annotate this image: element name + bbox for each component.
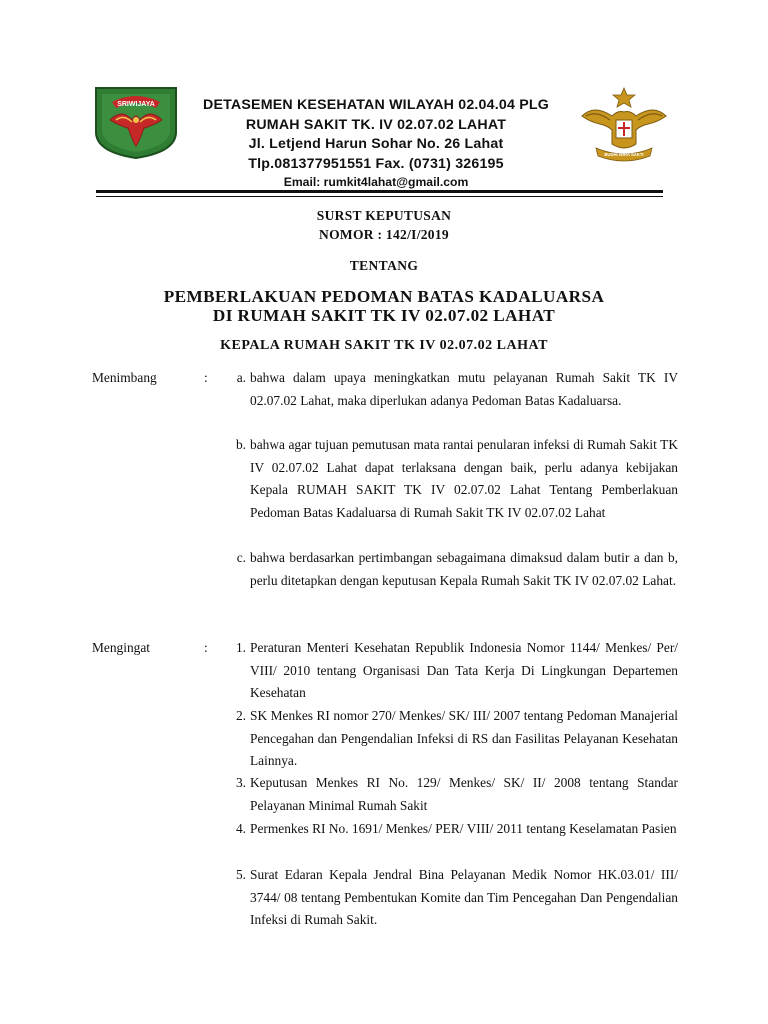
phoenix-emblem-icon [94, 86, 178, 160]
letterhead-address: Jl. Letjend Harun Sohar No. 26 Lahat [248, 136, 504, 152]
item-mark: 1. [235, 640, 246, 655]
item-text: bahwa dalam upaya meningkatkan mutu pelayanan Rumah Sakit TK IV 02.07.02 Lahat, maka diperlukan adanya Pedoman Batas Kadaluarsa. [250, 370, 678, 408]
item-text: bahwa agar tujuan pemutusan mata rantai penularan infeksi di Rumah Sakit TK IV 02.07.02 Lahat dapat terlaksana dengan baik, perlu adanya kebijakan Kepala RUMAH SAKIT TK IV 02.07.02 Lahat Tentang Pemberlakuan Pedoman Batas Kadaluarsa di Rumah Sakit TK IV 02.07.02 Lahat [250, 437, 678, 520]
item-text: Peraturan Menteri Kesehatan Republik Indonesia Nomor 1144/ Menkes/ Per/ VIII/ 2010 tentang Organisasi Dan Tata Kerja Di Lingkungan Departemen Kesehatan [250, 640, 678, 701]
decree-about: TENTANG [349, 258, 419, 273]
letterhead-phone: Tlp.081377951551 Fax. (0731) 326195 [248, 155, 504, 172]
item-text: Keputusan Menkes RI No. 129/ Menkes/ SK/ II/ 2008 tentang Standar Pelayanan Minimal Rumah Sakit [250, 775, 678, 813]
mengingat-item [216, 772, 678, 817]
item-mark: a. [236, 370, 246, 385]
mengingat-colon: : [204, 640, 208, 655]
item-mark: 4. [235, 821, 246, 836]
menimbang-item [216, 434, 678, 524]
letterhead [176, 96, 576, 191]
item-mark: 5. [235, 867, 246, 882]
letterhead-rule-thin [96, 196, 663, 197]
letterhead-hospital: RUMAH SAKIT TK. IV 02.07.02 LAHAT [245, 116, 507, 133]
menimbang-colon: : [204, 370, 208, 385]
item-text: SK Menkes RI nomor 270/ Menkes/ SK/ III/ 2007 tentang Pedoman Manajerial Pencegahan dan Pengendalian Infeksi di RS dan Fasilitas Pelayanan Kesehatan Lainnya. [250, 708, 678, 769]
mengingat-item [216, 864, 678, 932]
item-mark: b. [235, 437, 246, 452]
item-mark: 3. [235, 775, 246, 790]
letterhead-rule-thick [96, 190, 663, 193]
eagle-star-emblem-icon [578, 86, 670, 166]
letterhead-email: Email: rumkit4lahat@gmail.com [283, 175, 469, 189]
item-mark: c. [236, 550, 246, 565]
mengingat-label: Mengingat [92, 640, 151, 655]
item-text: Surat Edaran Kepala Jendral Bina Pelayanan Medik Nomor HK.03.01/ III/ 3744/ 08 tentang Pembentukan Komite dan Tim Pencegahan Dan Pengendalian Infeksi di Rumah Sakit. [250, 867, 678, 928]
right-logo-lettering: BUDHI WIRA SAKTI [604, 152, 644, 157]
item-mark: 2. [235, 708, 246, 723]
mengingat-item [216, 818, 678, 841]
decree-number: NOMOR : 142/I/2019 [319, 227, 449, 242]
mengingat-item [216, 637, 678, 705]
menimbang-item [216, 367, 678, 412]
left-logo-lettering: SRIWIJAYA [117, 101, 155, 108]
decree-subject-line2: DI RUMAH SAKIT TK IV 02.07.02 LAHAT [212, 306, 556, 325]
item-text: Permenkes RI No. 1691/ Menkes/ PER/ VIII/ 2011 tentang Keselamatan Pasien [250, 821, 677, 836]
item-text: bahwa berdasarkan pertimbangan sebagaimana dimaksud dalam butir a dan b, perlu ditetapkan dengan keputusan Kepala Rumah Sakit TK IV 02.07.02 Lahat. [250, 550, 678, 588]
menimbang-label: Menimbang [92, 370, 157, 385]
menimbang-item [216, 547, 678, 592]
decree-type: SURST KEPUTUSAN [316, 208, 452, 223]
letterhead-unit: DETASEMEN KESEHATAN WILAYAH 02.04.04 PLG [203, 97, 549, 113]
decree-issuer: KEPALA RUMAH SAKIT TK IV 02.07.02 LAHAT [220, 338, 548, 353]
decree-subject-line1: PEMBERLAKUAN PEDOMAN BATAS KADALUARSA [163, 287, 605, 306]
mengingat-item [216, 705, 678, 773]
